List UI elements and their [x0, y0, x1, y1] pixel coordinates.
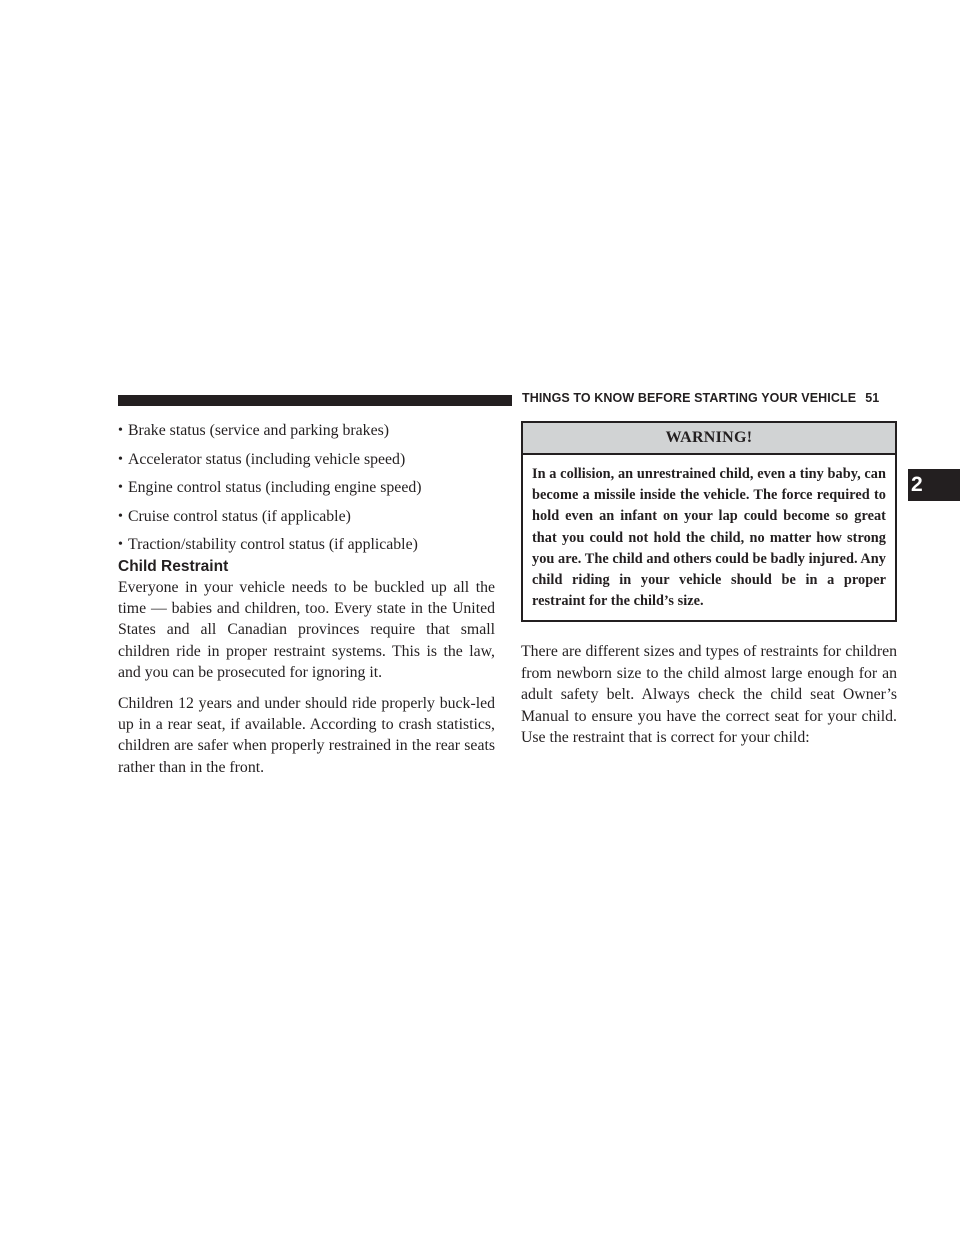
section-title: THINGS TO KNOW BEFORE STARTING YOUR VEHICLE — [522, 391, 857, 405]
list-item: • Cruise control status (if applicable) — [118, 507, 495, 526]
list-item: • Brake status (service and parking brakes) — [118, 421, 495, 440]
restraint-types-paragraph: There are different sizes and types of restraints for children from newborn size to the child almost large enough for an adult safety belt. Always check the child seat Owner’s Manual to ensure you have the correct seat for your child. Use the restraint that is correct for your child: — [521, 643, 897, 747]
page-number: 51 — [865, 391, 880, 405]
list-item: • Engine control status (including engine speed) — [118, 478, 495, 497]
list-item: • Accelerator status (including vehicle speed) — [118, 450, 495, 469]
child-restraint-paragraph-2: Children 12 years and under should ride properly buck-led up in a rear seat, if available. According to crash statistics, children are safer when properly restrained in the rear seats rather than in the front. — [118, 694, 495, 776]
chapter-tab — [908, 469, 960, 501]
right-column — [521, 421, 897, 748]
status-bullet-list — [118, 421, 495, 554]
header-rule — [118, 395, 512, 406]
child-restraint-paragraph-1: Everyone in your vehicle needs to be buckled up all the time — babies and children, too. Every state in the United States and all Canadian provinces require that small children ride in proper restraint systems. This is the law, and you can be prosecuted for ignoring it. — [118, 578, 495, 682]
child-restraint-heading: Child Restraint — [118, 557, 229, 575]
warning-box — [521, 421, 897, 622]
running-header — [522, 391, 879, 405]
warning-title: WARNING! — [523, 423, 895, 455]
left-column — [118, 421, 495, 778]
list-item: • Traction/stability control status (if applicable) — [118, 535, 495, 554]
warning-text: In a collision, an unrestrained child, even a tiny baby, can become a missile inside the vehicle. The force required to hold even an infant on your lap could become so great that you could not hold the child, no matter how strong you are. The child and others could be badly injured. Any child riding in your vehicle should be in a proper restraint for the child’s size. — [532, 466, 886, 610]
chapter-number: 2 — [911, 473, 923, 496]
